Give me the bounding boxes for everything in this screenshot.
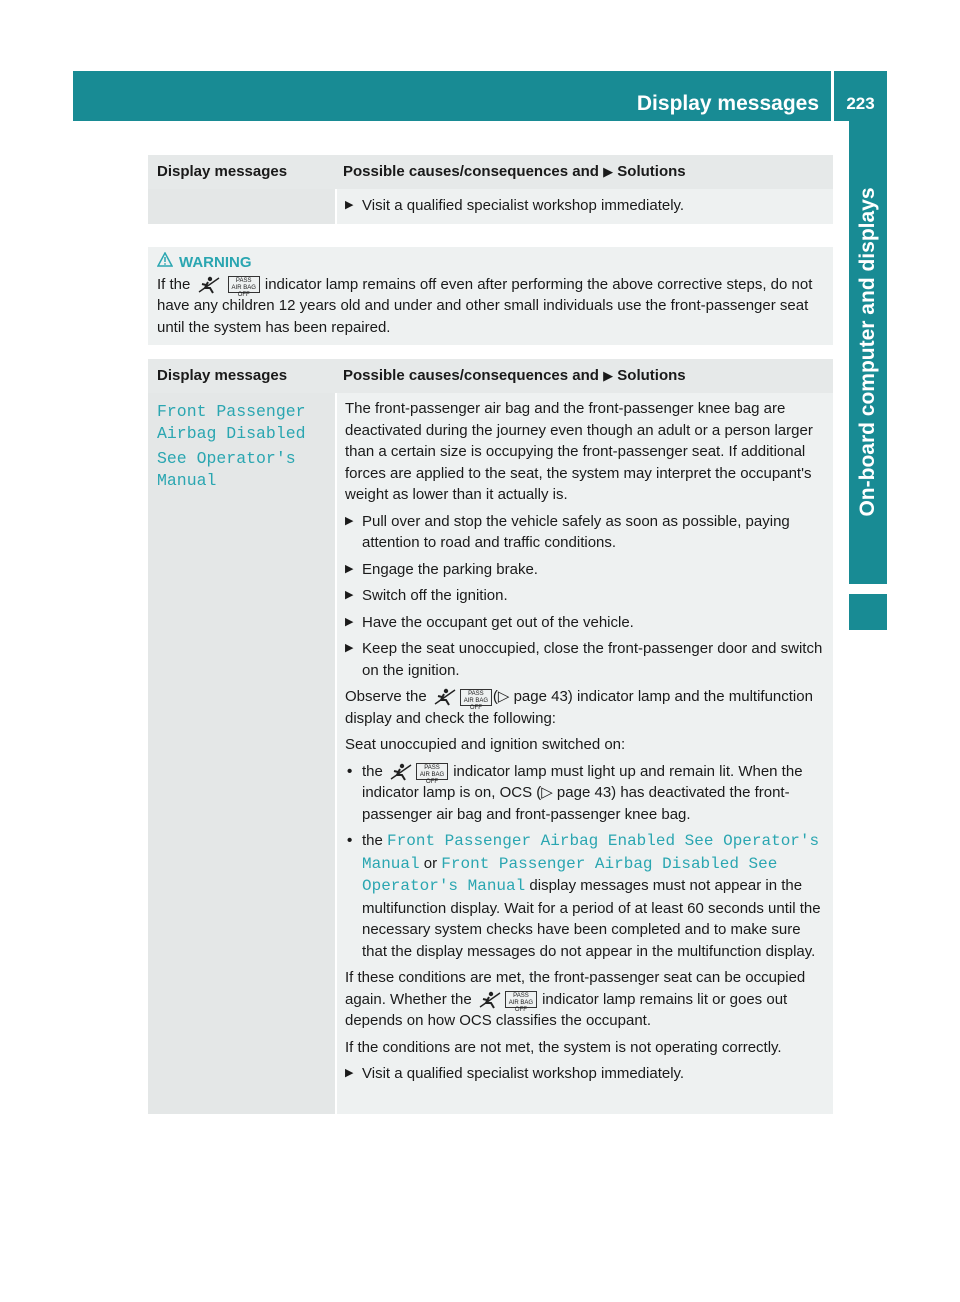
- action-step: ▶ Switch off the ignition.: [345, 585, 825, 607]
- causes-cell: [337, 189, 833, 224]
- right-triangle-icon: ▶: [345, 642, 354, 654]
- child-seat-person-icon: [477, 991, 503, 1009]
- action-step: ▶ Visit a qualified specialist workshop immediately.: [345, 195, 825, 217]
- header-causes: Possible causes/consequences and ▶ Solutions: [343, 163, 686, 180]
- display-message-cell: [148, 393, 335, 1114]
- warning-text: If the PASS AIR BAG OFF indicator lamp remains off even after performing the above corrective steps, do not have any children 12 years old and under and other small individuals use the front-passenger seat until the system has been repaired.: [157, 275, 813, 336]
- table-1: [148, 155, 833, 224]
- observe-text: Observe the PASS AIR BAG OFF(▷ page 43) indicator lamp and the multifunction display and check the following:: [345, 688, 813, 727]
- condition-text: Seat unoccupied and ignition switched on:: [345, 736, 626, 753]
- action-step: ▶ Pull over and stop the vehicle safely as soon as possible, paying attention to road and traffic conditions.: [345, 512, 790, 551]
- warning-box: [148, 247, 833, 345]
- table-row: [148, 189, 833, 224]
- intro-text: The front-passenger air bag and the front-passenger knee bag are deactivated during the journey even though an adult or a person larger than a certain size is occupying the front-passenger seat. If additional forces are applied to the seat, the system may interpret the occupant's weight as lower than it actually is.: [345, 400, 813, 503]
- table-header: [148, 155, 833, 189]
- right-triangle-icon: ▶: [345, 562, 354, 575]
- bullet-marker: •: [347, 832, 353, 849]
- action-step: ▶ Engage the parking brake.: [345, 559, 825, 581]
- pass-air-bag-off-icon: PASS AIR BAG OFF: [228, 276, 260, 293]
- child-seat-person-icon: [196, 276, 222, 294]
- right-triangle-icon: ▶: [345, 615, 354, 628]
- action-step: ▶ Have the occupant get out of the vehicle.: [345, 612, 825, 634]
- bullet-item: • the PASS AIR BAG OFF indicator lamp must light up and remain lit. When the indicator lamp is on, OCS (▷ page 43) has deactivated the front-passenger air bag and front-passenger knee bag.: [347, 762, 803, 823]
- page-header: [73, 71, 887, 121]
- table-row: [148, 393, 833, 1114]
- warning-triangle-icon: [157, 252, 173, 274]
- header-display-messages: Display messages: [157, 367, 288, 384]
- display-message-cell: [148, 189, 335, 224]
- child-seat-person-icon: [432, 688, 458, 706]
- header-causes: Possible causes/consequences and ▶ Solutions: [343, 367, 686, 384]
- warning-heading: WARNING: [157, 252, 825, 274]
- bullet-marker: •: [347, 762, 353, 780]
- conditions-not-met-text: If the conditions are not met, the system is not operating correctly.: [345, 1038, 782, 1056]
- header-display-messages: Display messages: [157, 163, 288, 180]
- pass-air-bag-off-icon: PASS AIR BAG OFF: [460, 689, 492, 706]
- action-step: ▶ Keep the seat unoccupied, close the front-passenger door and switch on the ignition.: [345, 640, 823, 679]
- side-tab-marker: [849, 594, 887, 630]
- display-message-ref: Front Passenger Airbag Enabled See Operator's Manual: [362, 832, 820, 873]
- display-message-line: Manual: [157, 470, 217, 490]
- side-chapter-label: On-board computer and displays: [856, 187, 879, 517]
- table-header: [148, 359, 833, 393]
- display-message-ref: Front Passenger Airbag Disabled See Operator's Manual: [362, 854, 778, 895]
- display-message-line: See Operator's: [157, 449, 296, 468]
- display-message-line: Front Passenger: [157, 402, 306, 421]
- right-triangle-icon: ▶: [603, 164, 614, 179]
- display-message-line: Airbag Disabled: [157, 423, 306, 443]
- child-seat-person-icon: [388, 763, 414, 781]
- page-reference: (▷ page 43) indicator lamp and the multifunction display and check the following:: [345, 688, 813, 727]
- right-triangle-icon: ▶: [603, 368, 614, 383]
- pass-air-bag-off-icon: PASS AIR BAG OFF: [505, 991, 537, 1008]
- right-triangle-icon: ▶: [345, 589, 354, 601]
- right-triangle-icon: ▶: [345, 199, 354, 211]
- causes-cell: [337, 393, 833, 1114]
- action-step: ▶ Visit a qualified specialist workshop immediately.: [345, 1063, 825, 1085]
- pass-air-bag-off-icon: PASS AIR BAG OFF: [416, 763, 448, 780]
- table-2: [148, 359, 833, 1114]
- conditions-met-text: If these conditions are met, the front-passenger seat can be occupied again. Whether the PASS AIR BAG OFF indicator lamp remains lit or goes out depends on how OCS classifies the occupant.: [345, 969, 806, 1029]
- right-triangle-icon: ▶: [345, 514, 354, 527]
- page-number: 223: [846, 94, 875, 113]
- page-title: Display messages: [636, 92, 819, 115]
- bullet-item: • the Front Passenger Airbag Enabled See Operator's Manual or Front Passenger Airbag Disabled See Operator's Manual display messages must not appear in the multifunction display. Wait for a period of at least 60 seconds until the necessary system checks have been completed and to make sure that the display messages do not appear in the multifunction display.: [347, 832, 821, 960]
- right-triangle-icon: ▶: [345, 1067, 354, 1079]
